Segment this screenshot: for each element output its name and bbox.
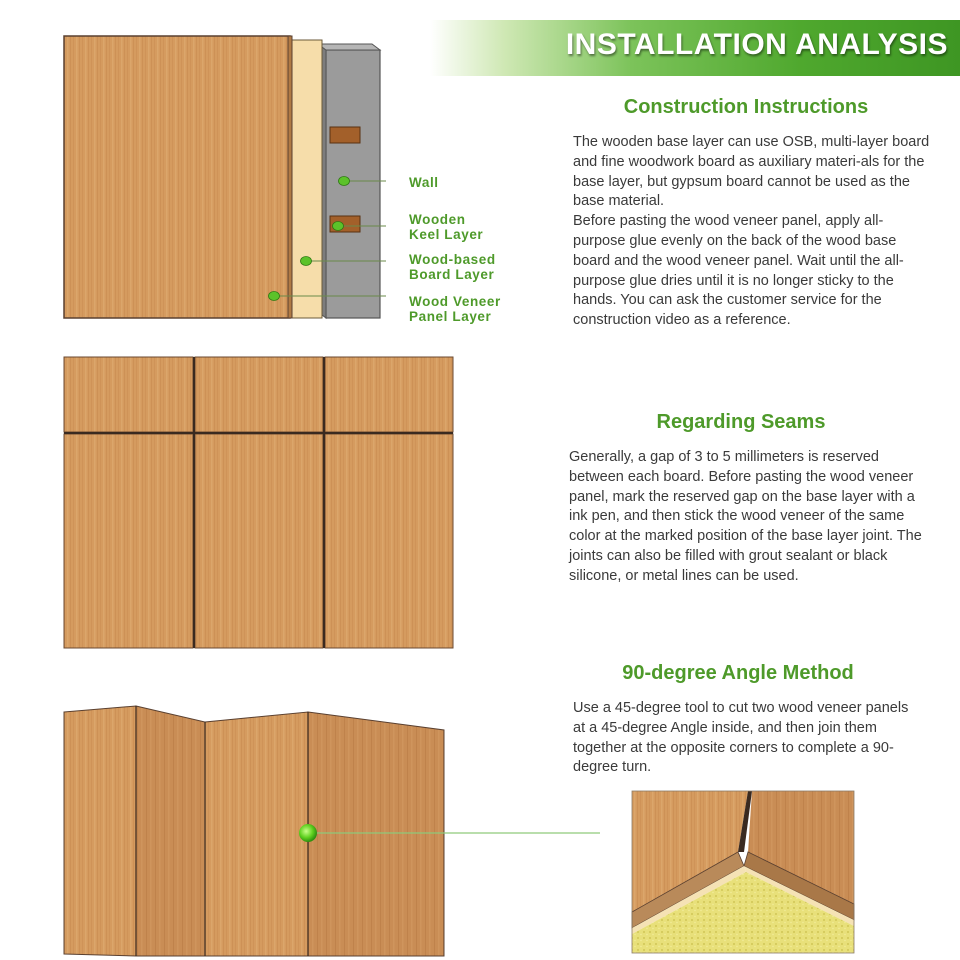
label-board — [409, 252, 496, 282]
seams-text — [569, 448, 935, 587]
pointer-dot-wall — [339, 177, 350, 186]
pointer-dot-keel — [333, 222, 344, 231]
title-banner — [430, 20, 960, 76]
miter-joint-detail — [632, 791, 854, 953]
board-layer — [292, 40, 322, 318]
corner-pointer-dot — [299, 824, 317, 842]
label-board-line2: Board Layer — [409, 267, 495, 282]
angle-paragraph: Use a 45-degree tool to cut two wood veneer panels at a 45-degree Angle inside, and then join them together at the opposite corners to complete a 90-degree turn. — [573, 700, 909, 776]
label-veneer — [409, 294, 501, 324]
seams-title: Regarding Seams — [656, 411, 826, 433]
pointer-dot-board — [301, 257, 312, 266]
construction-paragraph-2: Before pasting the wood veneer panel, apply all-purpose glue evenly on the back of the wood base board and the wood veneer panel. Wait until the all-purpose glue dries until it is no longer sticky to the hands. You can ask the customer service for the construction video as a reference. — [573, 213, 904, 329]
veneer-layer — [64, 36, 290, 318]
label-keel-line1: Wooden — [409, 212, 466, 227]
seam-panel-grid — [64, 357, 453, 648]
label-veneer-line1: Wood Veneer — [409, 294, 501, 309]
layer-diagram — [64, 36, 386, 318]
label-board-line1: Wood-based — [409, 252, 496, 267]
label-keel-line2: Keel Layer — [409, 227, 484, 242]
seams-paragraph: Generally, a gap of 3 to 5 millimeters is reserved between each board. Before pasting the wood veneer panel, mark the reserved gap on the base layer with a ink pen, and then stick the wood veneer of the same color at the marked position of the base layer joint. The joints can also be filled with grout sealant or black silicone, or metal lines can be used. — [569, 449, 922, 584]
corner-panels-3d — [64, 706, 600, 956]
angle-text — [573, 699, 923, 778]
keel-block-top — [330, 127, 360, 143]
label-veneer-line2: Panel Layer — [409, 309, 492, 324]
construction-text — [573, 133, 931, 331]
banner-title: INSTALLATION ANALYSIS — [565, 28, 948, 61]
construction-paragraph-1: The wooden base layer can use OSB, multi-layer board and fine woodwork board as auxiliary materi-als for the base layer, but gypsum board cannot be used as the base material. — [573, 134, 930, 210]
construction-title: Construction Instructions — [623, 96, 869, 118]
label-wall: Wall — [409, 175, 439, 190]
label-keel — [409, 212, 483, 242]
angle-title: 90-degree Angle Method — [622, 662, 854, 684]
wall-layer — [326, 50, 380, 318]
pointer-dot-veneer — [269, 292, 280, 301]
